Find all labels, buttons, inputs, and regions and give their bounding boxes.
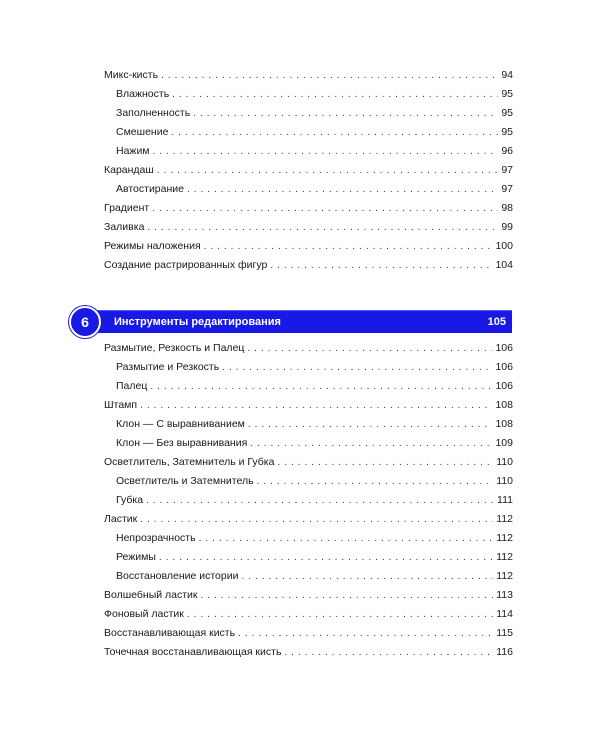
toc-entry-page: 112 [496, 513, 513, 525]
toc-entry-label: Автостирание [116, 183, 184, 195]
toc-entry-label: Режимы [116, 551, 156, 563]
toc-subentry [116, 416, 513, 432]
toc-entry-label: Градиент [104, 202, 150, 214]
toc-entry-label: Заливка [104, 221, 145, 233]
toc-subentry [116, 473, 513, 489]
toc-entry-label: Губка [116, 494, 144, 506]
toc-leader-dots [257, 474, 494, 490]
toc-entry [104, 200, 513, 216]
toc-subentry [116, 492, 513, 508]
toc-entry-label: Палец [116, 380, 148, 392]
toc-entry-page: 95 [501, 107, 513, 119]
toc-entry-label: Режимы наложения [104, 240, 201, 252]
toc-entry [104, 219, 513, 235]
toc-subentry [116, 143, 513, 159]
toc-entry-page: 106 [495, 361, 513, 373]
toc-entry-label: Размытие, Резкость и Палец [104, 342, 245, 354]
toc-entry-page: 94 [501, 69, 513, 81]
toc-leader-dots [284, 645, 493, 661]
toc-leader-dots [248, 417, 493, 433]
toc-leader-dots [193, 106, 498, 122]
chapter-page: 105 [487, 316, 506, 328]
toc-subentry [116, 530, 513, 546]
toc-leader-dots [146, 493, 494, 509]
toc-entry-label: Влажность [116, 88, 170, 100]
toc-leader-dots [270, 258, 492, 274]
toc-entry [104, 238, 513, 254]
toc-entry [104, 606, 513, 622]
toc-leader-dots [201, 588, 494, 604]
toc-subentry [116, 568, 513, 584]
toc-entry-page: 95 [501, 88, 513, 100]
toc-entry [104, 454, 513, 470]
toc-entry-label: Штамп [104, 399, 138, 411]
toc-leader-dots [277, 455, 493, 471]
toc-entry-label: Фоновый ластик [104, 608, 184, 620]
toc-entry-label: Нажим [116, 145, 150, 157]
toc-subentry [116, 181, 513, 197]
toc-leader-dots [153, 144, 499, 160]
toc-entry [104, 644, 513, 660]
toc-entry [104, 340, 513, 356]
toc-entry-page: 99 [501, 221, 513, 233]
toc-subentry [116, 86, 513, 102]
toc-entry-label: Карандаш [104, 164, 154, 176]
toc-entry [104, 162, 513, 178]
toc-entry-page: 112 [496, 532, 513, 544]
toc-leader-dots [187, 607, 493, 623]
toc-leader-dots [241, 569, 493, 585]
toc-entry-label: Точечная восстанавливающая кисть [104, 646, 282, 658]
toc-entry-page: 115 [496, 627, 513, 639]
toc-entry-page: 112 [496, 570, 513, 582]
toc-entry-page: 116 [496, 646, 513, 658]
toc-entry-page: 106 [495, 342, 513, 354]
toc-subentry [116, 435, 513, 451]
toc-subentry [116, 124, 513, 140]
toc-entry-page: 114 [496, 608, 513, 620]
toc-entry-label: Микс-кисть [104, 69, 159, 81]
toc-entry-page: 97 [501, 183, 513, 195]
toc-entry [104, 587, 513, 603]
toc-subentry [116, 549, 513, 565]
toc-entry [104, 67, 513, 83]
toc-leader-dots [140, 512, 493, 528]
chapter-header [74, 310, 512, 333]
toc-entry-label: Смешение [116, 126, 169, 138]
toc-entry-label: Клон — Без выравнивания [116, 437, 248, 449]
toc-entry-label: Непрозрачность [116, 532, 196, 544]
toc-leader-dots [187, 182, 498, 198]
toc-entry-page: 108 [495, 418, 513, 430]
toc-entry-page: 108 [495, 399, 513, 411]
toc-entry-page: 98 [501, 202, 513, 214]
chapter-number-badge: 6 [69, 306, 101, 338]
toc-entry [104, 625, 513, 641]
toc-entry-label: Создание растрированных фигур [104, 259, 268, 271]
toc-leader-dots [161, 68, 498, 84]
toc-entry-page: 95 [501, 126, 513, 138]
toc-entry-page: 97 [501, 164, 513, 176]
toc-entry-label: Ластик [104, 513, 138, 525]
toc-entry-label: Осветлитель, Затемнитель и Губка [104, 456, 275, 468]
toc-entry-label: Осветлитель и Затемнитель [116, 475, 254, 487]
toc-entry-page: 112 [496, 551, 513, 563]
toc-entry-label: Восстановление истории [116, 570, 239, 582]
toc-leader-dots [247, 341, 492, 357]
toc-leader-dots [140, 398, 492, 414]
toc-leader-dots [150, 379, 492, 395]
toc-subentry [116, 378, 513, 394]
toc-entry [104, 257, 513, 273]
chapter-title: Инструменты редактирования [114, 316, 281, 328]
toc-entry-page: 109 [495, 437, 513, 449]
toc-leader-dots [222, 360, 492, 376]
toc-subentry [116, 105, 513, 121]
toc-leader-dots [147, 220, 498, 236]
toc-entry-label: Волшебный ластик [104, 589, 198, 601]
toc-entry-label: Заполненность [116, 107, 191, 119]
toc-entry-label: Клон — С выравниванием [116, 418, 245, 430]
toc-subentry [116, 359, 513, 375]
toc-entry [104, 511, 513, 527]
toc-entry-page: 96 [501, 145, 513, 157]
toc-leader-dots [172, 87, 498, 103]
toc-leader-dots [159, 550, 493, 566]
toc-leader-dots [171, 125, 498, 141]
toc-leader-dots [157, 163, 498, 179]
toc-entry-label: Размытие и Резкость [116, 361, 220, 373]
toc-entry-page: 100 [495, 240, 513, 252]
toc-entry-page: 106 [495, 380, 513, 392]
toc-entry-page: 113 [496, 589, 513, 601]
toc-leader-dots [152, 201, 498, 217]
toc-entry-label: Восстанавливающая кисть [104, 627, 236, 639]
toc-entry-page: 110 [496, 475, 513, 487]
toc-leader-dots [199, 531, 494, 547]
toc-leader-dots [250, 436, 492, 452]
toc-leader-dots [204, 239, 493, 255]
toc-entry [104, 397, 513, 413]
toc-entry-page: 110 [496, 456, 513, 468]
toc-entry-page: 104 [495, 259, 513, 271]
toc-entry-page: 111 [497, 494, 513, 506]
toc-leader-dots [238, 626, 493, 642]
